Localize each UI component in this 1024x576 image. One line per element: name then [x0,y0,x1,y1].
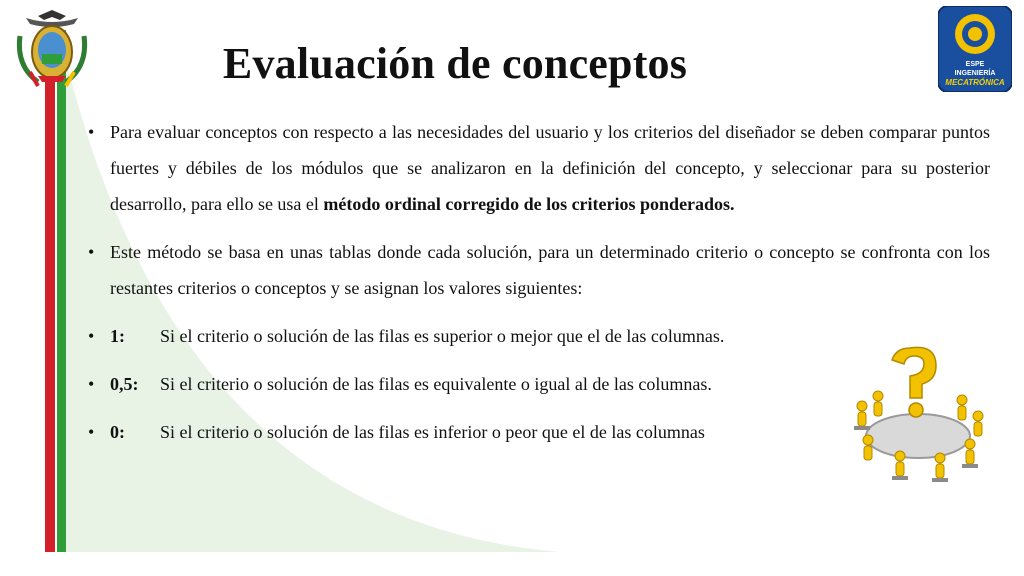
bullet-marker: • [88,422,95,442]
logo-caption-line: MECATRÓNICA [945,78,1005,87]
slide-title: Evaluación de conceptos [222,39,688,88]
logo-caption-line: INGENIERÍA [954,70,996,77]
bullet-marker: • [88,122,95,142]
value-description: Si el criterio o solución de las filas es equivalente o igual al de las columnas. [160,374,712,394]
green-stripe [57,30,66,552]
bullet-text-regular: Para evaluar conceptos con respecto a las necesidades del usuario y los criterios del diseñador se deben comparar puntos fuertes y débiles de los módulos que se analizaron en la definición del concepto, y seleccionar para su posterior desarrollo, para ello se usa el [110,122,990,214]
bullet-text: Este método se basa en unas tablas donde cada solución, para un determinado criterio o concepto se confronta con los restantes criterios o conceptos y se asignan los valores siguientes: [110,242,990,298]
value-code: 0,5: [110,374,139,394]
value-code: 0: [110,422,125,442]
meeting-question-illustration [840,340,990,486]
value-text [110,318,724,354]
value-text [110,414,705,450]
value-description: Si el criterio o solución de las filas es inferior o peor que el de las columnas [160,422,705,442]
logo-caption [943,60,1007,87]
value-text [110,366,712,402]
bullet-marker: • [88,326,95,346]
bullet-marker: • [88,374,95,394]
value-description: Si el criterio o solución de las filas es superior o mejor que el de las columnas. [160,326,725,346]
bullet-marker: • [88,242,95,262]
value-code: 1: [110,326,125,346]
bullet-item [88,234,990,306]
red-stripe [45,30,55,552]
bullet-text [110,114,990,222]
bullet-item [88,114,990,222]
bullet-text-bold: método ordinal corregido de los criterios ponderados. [323,194,735,214]
logo-caption-line: ESPE [965,61,985,68]
